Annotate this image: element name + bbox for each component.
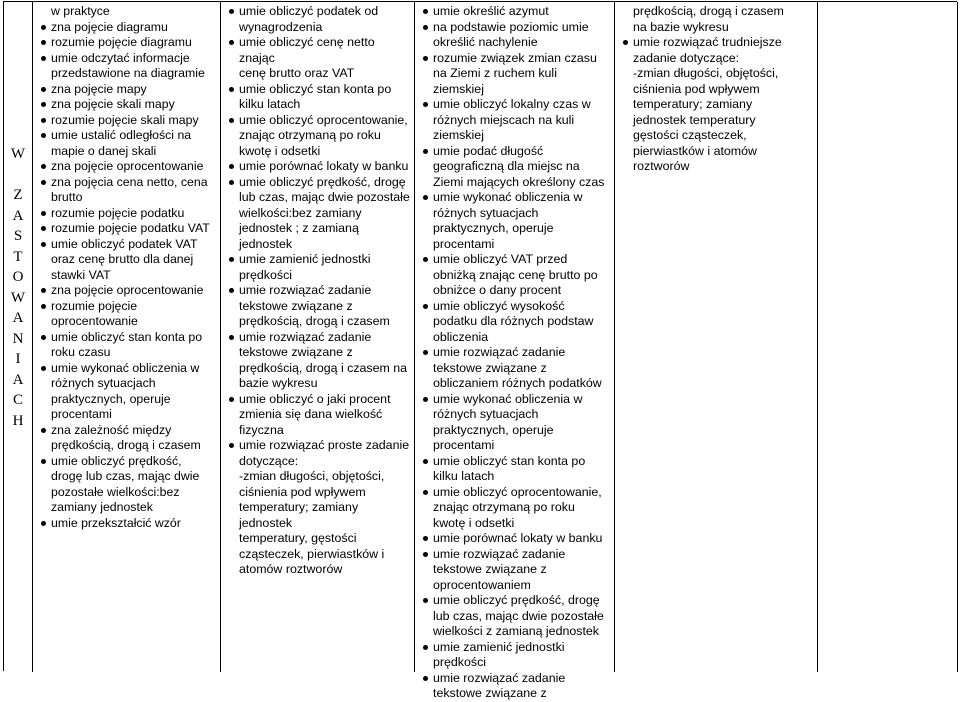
bullet-item — [41, 113, 216, 129]
bullet-item — [229, 252, 410, 283]
text-line: umie ustalić odległości na — [51, 128, 192, 142]
text-line: prędkości — [433, 655, 487, 669]
text-line: umie przekształcić wzór — [51, 515, 181, 530]
text-line: prędkością, drogą i czasem na — [239, 360, 408, 375]
text-line: tekstowe związane z — [239, 345, 353, 359]
text-line: ciśnienia pod wpływem — [239, 484, 366, 499]
text-line: praktycznych, operuje — [51, 391, 171, 406]
text-line: fizyczna — [239, 422, 284, 437]
text-line: zna pojęcie diagramu — [51, 19, 168, 34]
bullet-item — [41, 454, 216, 516]
text-line: umie obliczyć cenę netto znając — [239, 35, 375, 65]
text-line: różnych sytuacjach — [433, 205, 539, 220]
bullet-item — [423, 454, 610, 485]
text-line: obliczaniem różnych podatków — [433, 376, 602, 390]
bullet-item — [229, 113, 410, 160]
text-line: zna pojęcie oprocentowanie — [51, 283, 204, 297]
category-letter — [4, 165, 32, 186]
text-line: w praktyce — [51, 4, 110, 18]
text-line: procentami — [433, 438, 495, 452]
text-item — [41, 4, 216, 20]
text-line: kwotę i odsetki — [433, 515, 515, 530]
category-letter: A — [12, 371, 24, 388]
text-line: Ziemi mających określony czas — [433, 174, 605, 189]
bullet-item — [229, 175, 410, 253]
text-line: umie określić azymut — [433, 4, 549, 18]
text-line: -zmian długości, objętości, — [239, 469, 385, 483]
bullet-item — [423, 392, 610, 454]
text-line: umie obliczyć oprocentowanie, — [239, 112, 408, 127]
text-line: różnych sytuacjach — [433, 407, 539, 421]
text-line: prędkością, drogą i czasem — [51, 438, 201, 452]
text-line: zmienia się dana wielkość — [239, 407, 383, 421]
text-line: obniżce o dany procent — [433, 283, 562, 297]
requirements-column-3 — [415, 2, 615, 700]
text-line: wielkości:bez zamiany — [239, 205, 362, 220]
text-line: ciśnienia pod wpływem — [633, 81, 760, 96]
text-line: ziemskiej — [433, 81, 484, 96]
category-column — [4, 2, 33, 672]
text-line: umie obliczyć stan konta po — [239, 81, 392, 96]
text-line: umie obliczyć o jaki procent — [239, 391, 391, 406]
text-line: geograficzną dla miejsc na — [433, 159, 580, 173]
text-line: umie podać długość — [433, 143, 544, 158]
text-line: roku czasu — [51, 345, 111, 359]
bullet-item — [423, 547, 610, 594]
bullet-item — [41, 330, 216, 361]
text-line: roztworów — [633, 159, 690, 173]
bullet-item — [623, 35, 813, 66]
text-line: kilku latach — [239, 97, 301, 111]
text-line: tekstowe związane z — [433, 360, 547, 375]
category-letter: N — [12, 330, 24, 347]
text-line: umie obliczyć podatek od — [239, 4, 379, 18]
text-line: kwotę i odsetki — [239, 143, 321, 158]
text-line: lub czas, mając dwie pozostałe — [433, 608, 604, 623]
text-line: różnych sytuacjach — [51, 376, 156, 390]
bullet-item — [41, 516, 216, 532]
text-line: drogę lub czas, mając dwie — [51, 469, 200, 483]
text-line: wielkości z zamianą jednostek — [433, 624, 599, 638]
category-letter: C — [12, 392, 23, 408]
bullet-item — [423, 531, 610, 547]
category-letter: I — [15, 351, 21, 367]
text-line: oraz cenę brutto dla danej — [51, 252, 194, 266]
bullet-item — [229, 82, 410, 113]
category-letter: O — [12, 269, 24, 285]
bullet-item — [41, 299, 216, 330]
text-line: wynagrodzenia — [239, 19, 323, 34]
text-line: zna pojęcie mapy — [51, 81, 147, 96]
text-line: procentami — [51, 407, 112, 421]
category-label-zastosowania — [4, 144, 32, 431]
text-line: rozumie związek zmian czasu — [433, 50, 597, 65]
text-line: temperatury; zamiany jednostek — [239, 500, 359, 530]
text-line: umie rozwiązać zadanie — [433, 546, 566, 561]
text-line: umie zamienić jednostki — [433, 639, 565, 654]
text-line: umie obliczyć podatek VAT — [51, 236, 198, 251]
bullet-item — [423, 20, 610, 51]
bullet-item — [229, 35, 410, 82]
bullet-item — [41, 361, 216, 423]
text-line: tekstowe związane z — [239, 298, 353, 313]
bullet-item — [423, 97, 610, 144]
text-line: bazie wykresu — [239, 376, 318, 390]
text-line: umie rozwiązać trudniejsze — [633, 35, 782, 49]
bullet-item — [423, 485, 610, 532]
text-line: umie wykonać obliczenia w — [433, 391, 583, 406]
text-line: praktycznych, operuje — [433, 422, 554, 437]
text-line: jednostek temperatury — [633, 112, 756, 127]
text-line: znając otrzymaną po roku — [433, 500, 575, 514]
text-line: rozumie pojęcie podatku — [51, 205, 185, 220]
text-line: pozostałe wielkości:bez — [51, 484, 180, 499]
text-line: temperatury, gęstości — [239, 531, 357, 545]
text-line: ziemskiej — [433, 128, 484, 142]
bullet-item — [423, 51, 610, 98]
text-line: oprocentowaniem — [433, 577, 531, 592]
bullet-item — [41, 175, 216, 206]
text-line: obliczenia — [433, 329, 489, 344]
text-line: zadanie dotyczące: — [633, 50, 740, 65]
category-letter: Z — [13, 187, 23, 203]
text-line: umie wykonać obliczenia w — [433, 190, 583, 204]
bullet-item — [41, 221, 216, 237]
bullet-item — [41, 159, 216, 175]
text-line: na podstawie poziomic umie — [433, 19, 589, 34]
text-line: gęstości cząsteczek, — [633, 128, 747, 142]
bullet-item — [41, 20, 216, 36]
text-line: umie obliczyć prędkość, drogę — [239, 174, 406, 189]
bullet-item — [229, 438, 410, 469]
bullet-item — [41, 237, 216, 284]
text-line: umie obliczyć VAT przed — [433, 252, 568, 266]
text-line: zna pojęcie oprocentowanie — [51, 159, 204, 173]
text-line: umie obliczyć wysokość — [433, 298, 565, 313]
text-line: na bazie wykresu — [633, 19, 729, 34]
text-line: brutto — [51, 190, 83, 204]
text-item — [229, 469, 410, 578]
bullet-item — [423, 593, 610, 640]
text-line: prędkością, drogą i czasem — [239, 314, 390, 328]
bullet-item — [423, 190, 610, 252]
text-line: prędkości — [239, 267, 293, 282]
text-line: cząsteczek, pierwiastków i — [239, 546, 385, 561]
category-letter: W — [10, 146, 26, 162]
bullet-item — [41, 51, 216, 82]
text-line: dotyczące: — [239, 453, 299, 468]
text-line: umie rozwiązać zadanie — [239, 283, 372, 297]
text-line: -zmian długości, objętości, — [633, 66, 779, 80]
text-line: kilku latach — [433, 469, 495, 483]
category-letter: S — [13, 228, 23, 244]
bullet-item — [423, 299, 610, 346]
text-line: zna pojęcia cena netto, cena — [51, 174, 208, 189]
text-line: umie odczytać informacje — [51, 50, 190, 65]
bullet-item — [423, 252, 610, 299]
category-letter: A — [12, 310, 24, 326]
text-line: rozumie pojęcie skali mapy — [51, 112, 199, 127]
text-line: umie obliczyć lokalny czas w — [433, 97, 591, 111]
requirements-column-1 — [33, 2, 221, 672]
category-letter: T — [13, 248, 23, 265]
text-line: prędkością, drogą i czasem — [633, 4, 784, 18]
text-line: na Ziemi z ruchem kuli — [433, 66, 557, 80]
text-line: znając otrzymaną po roku — [239, 128, 381, 142]
text-line: różnych miejscach na kuli — [433, 112, 575, 127]
text-line: lub czas, mając dwie pozostałe — [239, 190, 410, 204]
text-line: umie obliczyć stan konta po — [433, 453, 586, 468]
text-line: przedstawione na diagramie — [51, 66, 205, 80]
text-line: jednostek — [239, 236, 293, 251]
text-line: oprocentowanie — [51, 314, 138, 328]
category-letter: W — [10, 289, 26, 306]
bullet-item — [41, 82, 216, 98]
text-line: zna pojęcie skali mapy — [51, 97, 175, 111]
text-line: mapie o danej skali — [51, 143, 157, 158]
text-line: obniżką znając cenę brutto po — [433, 267, 598, 282]
bullet-item — [423, 640, 610, 671]
text-line: umie porównać lokaty w banku — [239, 159, 409, 173]
category-letter: H — [12, 412, 24, 429]
text-line: zamiany jednostek — [51, 500, 153, 514]
bullet-item — [229, 392, 410, 439]
bullet-item — [41, 283, 216, 299]
text-line: określić nachylenie — [433, 35, 538, 49]
text-line: podatku dla różnych podstaw — [433, 314, 594, 328]
text-line: umie obliczyć oprocentowanie, — [433, 484, 602, 499]
bullet-item — [423, 345, 610, 392]
bullet-item — [423, 144, 610, 191]
text-item — [623, 66, 813, 175]
text-item — [623, 4, 813, 35]
text-line: stawki VAT — [51, 267, 111, 282]
text-line: umie rozwiązać zadanie — [239, 329, 372, 344]
text-line: temperatury; zamiany — [633, 97, 753, 111]
bullet-item — [229, 283, 410, 330]
requirements-column-5 — [818, 2, 958, 672]
bullet-item — [229, 4, 410, 35]
bullet-item — [41, 97, 216, 113]
text-line: zna zależność między — [51, 422, 172, 437]
text-line: atomów roztworów — [239, 562, 343, 576]
text-line: umie obliczyć prędkość, drogę — [433, 593, 600, 607]
text-line: tekstowe związane z — [433, 686, 547, 700]
bullet-item — [41, 206, 216, 222]
text-line: umie obliczyć stan konta po — [51, 329, 203, 344]
bullet-item — [229, 330, 410, 392]
text-line: rozumie pojęcie diagramu — [51, 35, 192, 49]
requirements-column-4 — [615, 2, 818, 672]
text-line: umie zamienić jednostki — [239, 252, 371, 266]
bullet-item — [41, 128, 216, 159]
text-line: umie rozwiązać zadanie — [433, 670, 566, 685]
text-line: procentami — [433, 236, 495, 251]
text-line: umie rozwiązać zadanie — [433, 345, 566, 359]
text-line: umie porównać lokaty w banku — [433, 531, 603, 545]
text-line: pierwiastków i atomów — [633, 143, 757, 158]
text-line: cenę brutto oraz VAT — [239, 66, 355, 80]
text-line: rozumie pojęcie — [51, 298, 138, 313]
bullet-item — [423, 4, 610, 20]
bullet-item — [41, 423, 216, 454]
bullet-item — [41, 35, 216, 51]
text-line: jednostek ; z zamianą — [239, 221, 359, 235]
document-table — [3, 1, 957, 700]
text-line: rozumie pojęcie podatku VAT — [51, 221, 210, 235]
bullet-item — [229, 159, 410, 175]
requirements-column-2 — [221, 2, 415, 672]
category-letter: A — [12, 207, 24, 224]
text-line: umie wykonać obliczenia w — [51, 360, 200, 375]
text-line: praktycznych, operuje — [433, 221, 554, 235]
bullet-item — [423, 671, 610, 702]
text-line: tekstowe związane z — [433, 562, 547, 576]
text-line: umie rozwiązać proste zadanie — [239, 438, 410, 452]
text-line: umie obliczyć prędkość, — [51, 453, 182, 468]
